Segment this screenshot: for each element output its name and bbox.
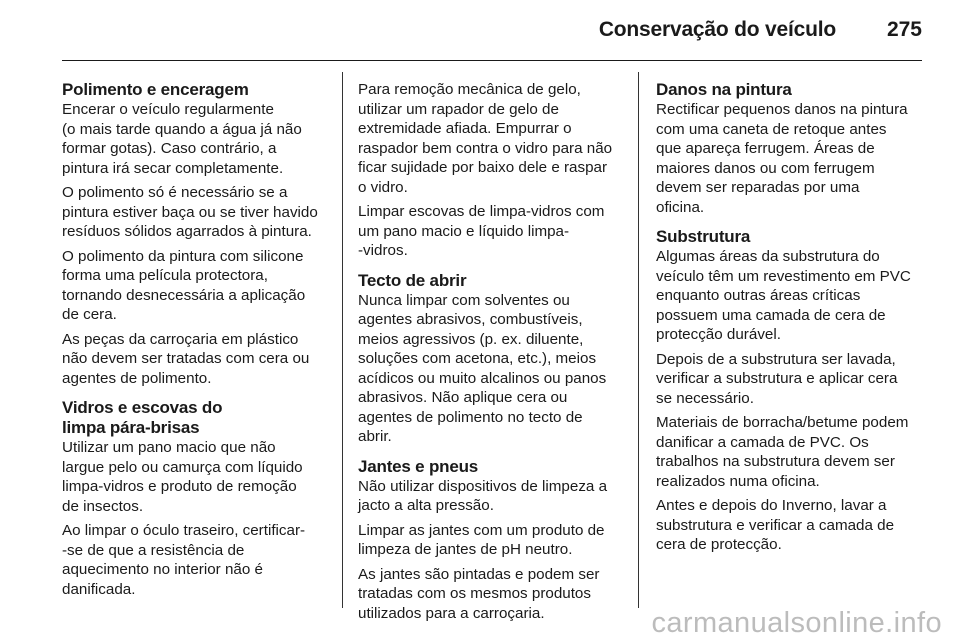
section-heading-danos: Danos na pintura (656, 80, 792, 99)
paragraph: Não utilizar dispositivos de limpeza a jacto a alta pressão. (358, 477, 608, 514)
paragraph: Rectificar pequenos danos na pintura com uma caneta de retoque antes que apareça ferrugem. Áreas de maiores danos ou com ferrugem devem ser reparadas por uma oficina. (656, 101, 908, 216)
paragraph: Utilizar um pano macio que não largue pelo ou camurça com líquido limpa-vidros e produto de remoção de insectos. (62, 439, 303, 515)
header-rule (62, 60, 922, 61)
paragraph: Para remoção mecânica de gelo, utilizar um rapador de gelo de extremidade afiada. Empurrar o raspador bem contra o vidro para não ficar sujidade por baixo dele e raspar o vidro. (358, 81, 613, 196)
paragraph: Antes e depois do Inverno, lavar a substrutura e verificar a camada de cera de protecção. (656, 497, 895, 553)
paragraph: Limpar as jantes com um produto de limpeza de jantes de pH neutro. (358, 521, 605, 558)
paragraph: Materiais de borracha/betume podem danificar a camada de PVC. Os trabalhos na substrutura devem ser realizados numa oficina. (656, 414, 909, 490)
paragraph: Algumas áreas da substrutura do veículo têm um revestimento em PVC enquanto outras áreas críticas possuem uma camada de cera de protecção durável. (656, 248, 911, 343)
paragraph: Ao limpar o óculo traseiro, certificar- -se de que a resistência de aquecimento no interior não é danificada. (62, 522, 306, 598)
section-heading-substrutura: Substrutura (656, 227, 751, 246)
section-heading-tecto: Tecto de abrir (358, 270, 467, 290)
paragraph: Encerar o veículo regularmente (o mais tarde quando a água já não formar gotas). Caso contrário, a pintura irá secar completamente. (62, 101, 302, 177)
column-3 (656, 80, 924, 560)
column-2 (358, 80, 628, 628)
column-1 (62, 80, 337, 604)
paragraph: As peças da carroçaria em plástico não devem ser tratadas com cera ou agentes de polimento. (62, 330, 310, 387)
page-title: Conservação do veículo (598, 18, 836, 41)
paragraph: O polimento da pintura com silicone forma uma película protectora, tornando desnecessária a aplicação de cera. (62, 247, 306, 323)
column-divider (342, 72, 343, 608)
paragraph: As jantes são pintadas e podem ser tratadas com os mesmos produtos utilizados para a carroçaria. (358, 565, 600, 622)
paragraph: Nunca limpar com solventes ou agentes abrasivos, combustíveis, meios agressivos (p. ex. diluente, soluções com acetona, etc.), meios acídicos ou muito alcalinos ou panos abrasivos. Não aplique cera ou agentes de polimento no tecto de abrir. (358, 291, 607, 445)
watermark: carmanualsonline.info (651, 607, 942, 639)
page-number: 275 (886, 18, 922, 41)
section-heading-polimento: Polimento e enceragem (62, 80, 249, 99)
paragraph: Depois de a substrutura ser lavada, verificar a substrutura e aplicar cera se necessário. (656, 350, 898, 407)
section-heading-jantes: Jantes e pneus (358, 456, 479, 476)
paragraph: Limpar escovas de limpa-vidros com um pano macio e líquido limpa- -vidros. (358, 203, 605, 259)
column-divider (638, 72, 639, 608)
paragraph: O polimento só é necessário se a pintura estiver baça ou se tiver havido resíduos sólidos agarrados à pintura. (62, 184, 318, 240)
section-heading-vidros: Vidros e escovas do limpa pára-brisas (62, 398, 223, 437)
page-header (0, 18, 922, 48)
